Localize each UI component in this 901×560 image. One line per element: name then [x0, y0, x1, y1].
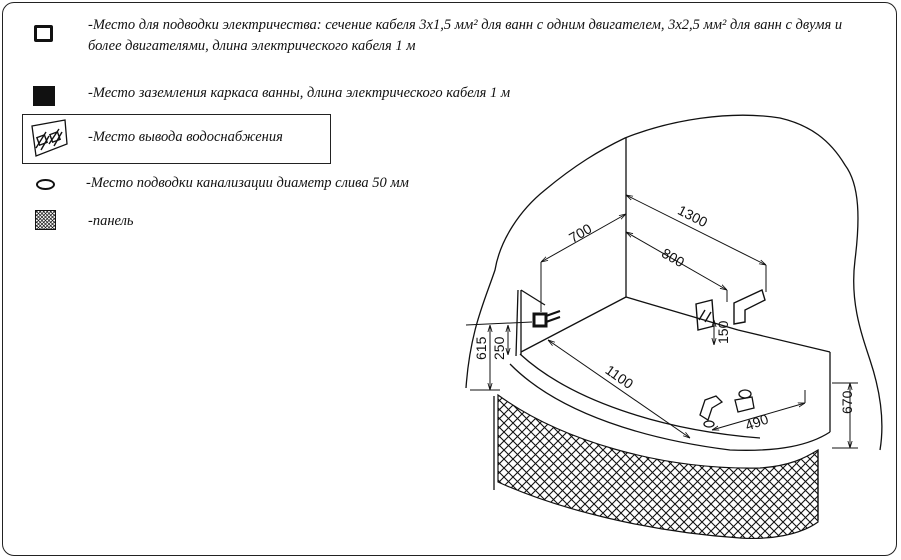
- dim-800: 800: [658, 244, 688, 271]
- legend-water: -Место вывода водоснабжения: [88, 129, 283, 145]
- legend-panel: -панель: [88, 213, 134, 229]
- dim-490: 490: [742, 410, 771, 434]
- legend-electric-line1: -Место для подводки электричества: сечение кабеля 3х1,5 мм² для ванн с одним двигателем, 3х2,5 мм² для ванн с двумя и: [88, 17, 843, 33]
- dim-1100: 1100: [602, 361, 637, 392]
- legend-ground: -Место заземления каркаса ванны, длина электрического кабеля 1 м: [88, 85, 511, 101]
- dim-250: 250: [491, 336, 507, 360]
- legend-drain: -Место подводки канализации диаметр слива 50 мм: [86, 175, 409, 191]
- spout: [734, 290, 765, 324]
- dim-615: 615: [473, 336, 489, 360]
- water-outlet-icon: [696, 300, 714, 330]
- legend-electric-line2: более двигателями, длина электрического кабеля 1 м: [88, 38, 416, 54]
- wall-outline: [466, 115, 882, 450]
- dim-670: 670: [839, 390, 855, 414]
- dim-700: 700: [566, 220, 595, 246]
- dim-150: 150: [715, 320, 731, 344]
- dim-1300: 1300: [675, 201, 711, 231]
- electric-point-icon: [534, 314, 546, 326]
